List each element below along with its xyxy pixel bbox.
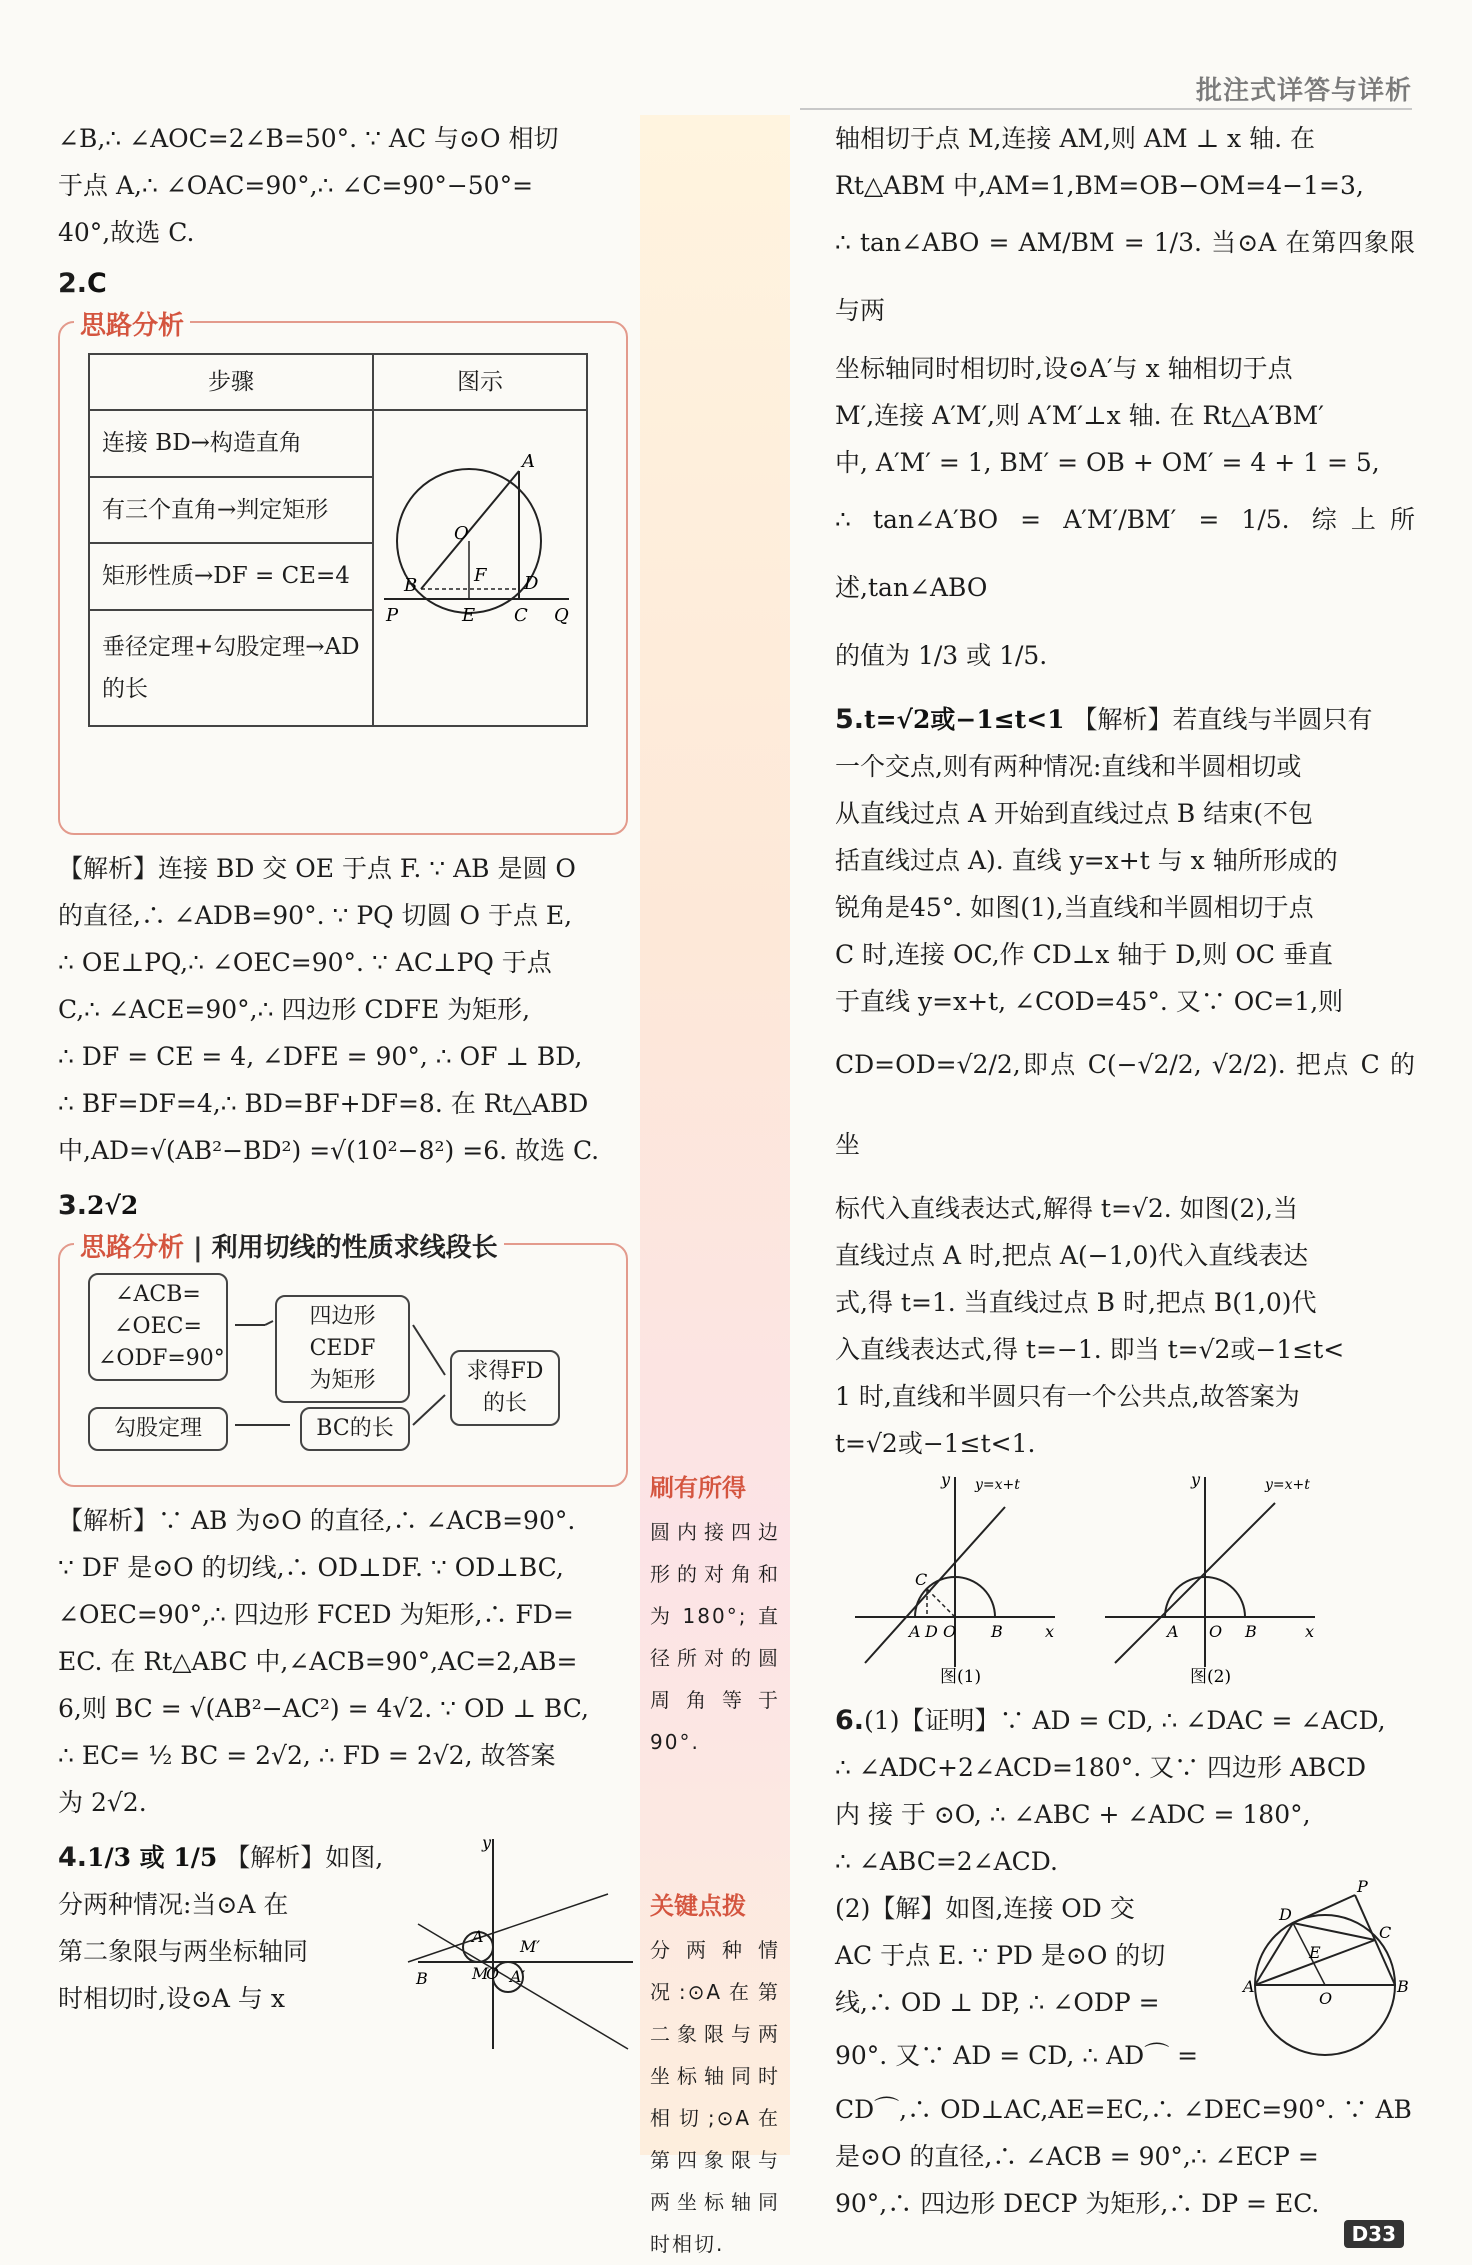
q2-analysis-line: ∴ DF = CE = 4, ∠DFE = 90°, ∴ OF ⊥ BD, [58,1042,583,1071]
label-A: A [472,1927,484,1946]
q5-answer: t=√2或−1≤t<1 [864,705,1065,734]
q4-cont-line: 轴相切于点 M,连接 AM,则 AM ⊥ x 轴. 在 [835,124,1315,153]
q6-label-B: B [1397,1977,1409,1996]
label-B: B [416,1969,428,1988]
left-column [58,115,628,2064]
q2-analysis-line: 的直径,∴ ∠ADB=90°. ∵ PQ 切圆 O 于点 E, [58,901,573,930]
label-D: D [524,573,539,594]
q3-analysis-line: 【解析】∵ AB 为⊙O 的直径,∴ ∠ACB=90°. [58,1506,576,1535]
q6-circle-figure [1243,1877,1415,2080]
q5-text-line: 【解析】若直线与半圆只有 [1072,705,1373,734]
label-A: A [522,451,536,472]
q3-analysis-line: ∵ DF 是⊙O 的切线,∴ OD⊥DF. ∵ OD⊥BC, [58,1553,564,1582]
q6-label-A: A [1243,1977,1255,1996]
q5-text-line: 直线过点 A 时,把点 A(−1,0)代入直线表达 [835,1241,1309,1270]
right-column [835,115,1415,2227]
q4-number: 4. [58,1842,88,1873]
flow-box-pythagoras: 勾股定理 [88,1407,228,1451]
label-y: y [482,1833,492,1852]
q6-label-D: D [1279,1905,1292,1924]
fig1-line-label: y=x+t [975,1477,1020,1493]
q6-number: 6. [835,1705,865,1736]
label-M: M [472,1964,489,1983]
q2-analysis-line: ∴ OE⊥PQ,∴ ∠OEC=90°. ∵ AC⊥PQ 于点 [58,948,552,977]
label-C: C [514,605,528,626]
q5-text-line: t=√2或−1≤t<1. [835,1429,1036,1458]
q4-analysis-line: 时相切时,设⊙A 与 x [58,1984,285,2013]
q3-analysis-line: ∠OEC=90°,∴ 四边形 FCED 为矩形,∴ FD= [58,1600,574,1629]
label-E: E [462,605,476,626]
q3-flowchart [60,1245,626,1475]
fig1-caption: 图(1) [940,1667,982,1687]
flow-box-angles: ∠ACB= ∠OEC= ∠ODF=90° [88,1273,228,1381]
q6-part2-line: 是⊙O 的直径,∴ ∠ACB = 90°,∴ ∠ECP = [835,2142,1319,2171]
label-A-prime: A′ [510,1967,526,1986]
header-divider [800,108,1412,110]
fig2-label-A: A [1167,1622,1179,1641]
tip1-title: 刷有所得 [650,1474,746,1502]
q4-block [58,1834,628,2064]
q3-analysis-line: ∴ EC= ½ BC = 2√2, ∴ FD = 2√2, 故答案 [58,1741,556,1770]
q4-cont-line: Rt△ABM 中,AM=1,BM=OB−OM=4−1=3, [835,171,1364,200]
q2-analysis-line: ∴ BF=DF=4,∴ BD=BF+DF=8. 在 Rt△ABD [58,1089,589,1118]
q6-label-C: C [1379,1923,1392,1942]
fig1-label-D: D [925,1622,938,1641]
q4-cont-line: 的值为 1/3 或 1/5. [835,641,1048,670]
flow-box-fd: 求得FD 的长 [450,1350,560,1426]
tip2-text: 分两种情况:⊙A在第二象限与两坐标轴同时相切;⊙A在第四象限与两坐标轴同时相切. [650,1938,780,2256]
q6-part2-block [835,1877,1415,2227]
q4-analysis-line: 【解析】如图, [225,1843,384,1872]
q6-part2-line: 线,∴ OD ⊥ DP, ∴ ∠ODP = [835,1988,1160,2017]
q1-line: 40°,故选 C. [58,218,195,247]
q2-number: 2. [58,268,88,299]
fig2-label-x: x [1305,1622,1315,1641]
fig2-label-B: B [1245,1622,1257,1641]
q5-text-line: 1 时,直线和半圆只有一个公共点,故答案为 [835,1382,1300,1411]
q6-part2-line: AC 于点 E. ∵ PD 是⊙O 的切 [835,1941,1166,1970]
q5-figure-2 [1095,1467,1335,1687]
table-header: 图示 [373,354,587,410]
q3-answer: 2√2 [87,1191,139,1220]
steps-table [88,353,588,727]
fig1-label-y: y [941,1470,951,1489]
q5-text-line: CD=OD=√2/2,即点 C(−√2/2, √2/2). 把点 C 的坐 [835,1050,1415,1159]
q5-text-line: 从直线过点 A 开始到直线过点 B 结束(不包 [835,799,1313,828]
figure-cell [373,410,587,726]
q3-analysis-box [58,1233,628,1487]
fig2-label-y: y [1191,1470,1201,1489]
q3-analysis-line: EC. 在 Rt△ABC 中,∠ACB=90°,AC=2,AB= [58,1647,578,1676]
q4-cont-line: ∴ tan∠A′BO = A′M′/BM′ = 1/5. 综上所述,tan∠ABO [835,505,1415,602]
fig1-label-x: x [1045,1622,1055,1641]
q1-line: ∠B,∴ ∠AOC=2∠B=50°. ∵ AC 与⊙O 相切 [58,124,559,153]
fig1-label-A: A [909,1622,921,1641]
q4-coordinate-figure [408,1834,638,2064]
q5-text-line: 式,得 t=1. 当直线过点 B 时,把点 B(1,0)代 [835,1288,1317,1317]
q5-text-line: 一个交点,则有两种情况:直线和半圆相切或 [835,752,1302,781]
q5-text-line: C 时,连接 OC,作 CD⊥x 轴于 D,则 OC 垂直 [835,940,1333,969]
q1-line: 于点 A,∴ ∠OAC=90°,∴ ∠C=90°−50°= [58,171,534,200]
q6-label-O: O [1319,1989,1333,2008]
q6-label-P: P [1357,1877,1368,1896]
q2-answer: C [87,268,107,299]
circle-tangent-figure [374,411,574,711]
q5-figure-1 [835,1467,1075,1687]
side-notes [640,115,790,2256]
q4-cont-line: 坐标轴同时相切时,设⊙A′与 x 轴相切于点 [835,354,1293,383]
q4-analysis-line: 第二象限与两坐标轴同 [58,1937,309,1966]
q6-part2-line: CD⌒,∴ OD⊥AC,AE=EC,∴ ∠DEC=90°. ∵ AB [835,2095,1412,2124]
q6-part1-line: ∴ ∠ADC+2∠ACD=180°. 又∵ 四边形 ABCD [835,1753,1367,1782]
q3-number: 3. [58,1190,88,1221]
q2-box-title: 思路分析 [74,305,190,342]
q5-figures [835,1467,1415,1697]
q5-text-line: 标代入直线表达式,解得 t=√2. 如图(2),当 [835,1194,1298,1223]
q3-analysis-line: 6,则 BC = √(AB²−AC²) = 4√2. ∵ OD ⊥ BC, [58,1694,589,1723]
label-O: O [454,523,469,544]
q6-part2-line: 90°. 又∵ AD = CD, ∴ AD⌒ = [835,2041,1199,2070]
q5-text-line: 于直线 y=x+t, ∠COD=45°. 又∵ OC=1,则 [835,987,1344,1016]
table-header: 步骤 [89,354,373,410]
page-number: D33 [1344,2220,1404,2248]
label-M-prime: M′ [520,1937,541,1956]
q3-analysis-line: 为 2√2. [58,1788,147,1817]
label-P: P [386,605,399,626]
flow-box-rectangle: 四边形CEDF 为矩形 [275,1295,410,1403]
step-cell: 矩形性质→DF = CE=4 [89,543,373,610]
q5-text-line: 括直线过点 A). 直线 y=x+t 与 x 轴所形成的 [835,846,1338,875]
step-cell: 垂径定理+勾股定理→AD 的长 [89,610,373,726]
tip2-title: 关键点拨 [650,1892,746,1920]
q6-part1-line: ∴ ∠ABC=2∠ACD. [835,1847,1058,1876]
label-F: F [474,565,487,586]
q6-part2-line: (2)【解】如图,连接 OD 交 [835,1894,1135,1923]
q4-cont-line: ∴ tan∠ABO = AM/BM = 1/3. 当⊙A 在第四象限与两 [835,228,1415,325]
fig2-label-O: O [1209,1622,1223,1641]
q3-box-subtitle: 利用切线的性质求线段长 [211,1233,498,1263]
q2-analysis-line: C,∴ ∠ACE=90°,∴ 四边形 CDFE 为矩形, [58,995,531,1024]
q4-cont-line: 中, A′M′ = 1, BM′ = OB + OM′ = 4 + 1 = 5, [835,448,1380,477]
label-Q: Q [554,605,569,626]
fig1-label-B: B [991,1622,1003,1641]
q6-label-E: E [1309,1943,1321,1962]
q4-analysis-line: 分两种情况:当⊙A 在 [58,1890,289,1919]
q5-text-line: 入直线表达式,得 t=−1. 即当 t=√2或−1≤t< [835,1335,1345,1364]
fig2-line-label: y=x+t [1265,1477,1310,1493]
fig1-label-O: O [943,1622,957,1641]
flow-box-bc: BC的长 [300,1407,410,1451]
q6-part1-line: (1)【证明】∵ AD = CD, ∴ ∠DAC = ∠ACD, [864,1706,1386,1735]
q4-answer: 1/3 或 1/5 [87,1843,218,1872]
q6-part1-line: 内 接 于 ⊙O, ∴ ∠ABC + ∠ADC = 180°, [835,1800,1311,1829]
q5-text-line: 锐角是45°. 如图(1),当直线和半圆相切于点 [835,893,1314,922]
q4-cont-line: M′,连接 A′M′,则 A′M′⊥x 轴. 在 Rt△A′BM′ [835,401,1324,430]
fig2-caption: 图(2) [1190,1667,1232,1687]
page-header: 批注式详答与详析 [1195,76,1412,106]
q2-analysis-line: 【解析】连接 BD 交 OE 于点 F. ∵ AB 是圆 O [58,854,576,883]
label-O: O [486,1964,500,1983]
step-cell: 连接 BD→构造直角 [89,410,373,477]
q6-part2-line: 90°,∴ 四边形 DECP 为矩形,∴ DP = EC. [835,2189,1320,2218]
step-cell: 有三个直角→判定矩形 [89,477,373,544]
label-B: B [404,575,418,596]
q2-analysis-line: 中,AD=√(AB²−BD²) =√(10²−8²) =6. 故选 C. [58,1136,600,1165]
tip1-text: 圆内接四边形的对角和为180°;直径所对的圆周角等于90°. [650,1520,780,1754]
q5-number: 5. [835,704,865,735]
q3-box-title-text: 思路分析 [80,1233,185,1263]
q3-box-title: 思路分析 | 利用切线的性质求线段长 [74,1227,504,1264]
fig1-label-C: C [915,1570,928,1589]
q2-analysis-box [58,311,628,835]
